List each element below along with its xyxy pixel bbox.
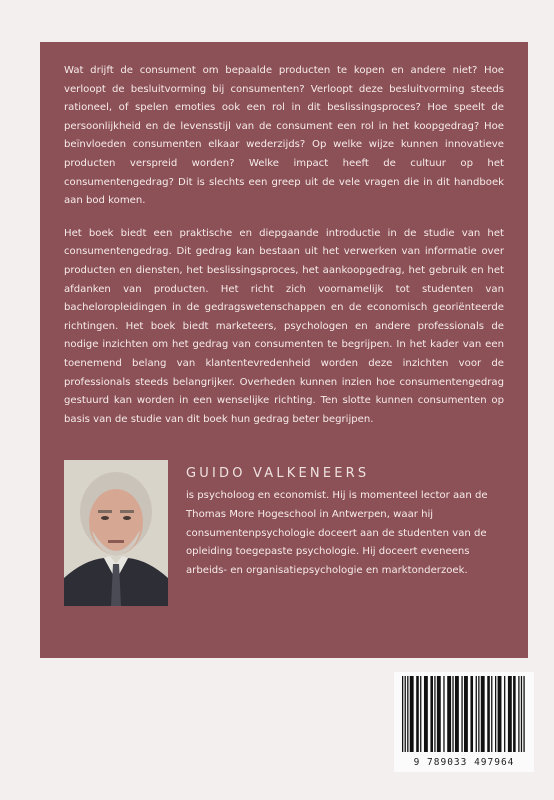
author-photo [64, 460, 168, 606]
barcode-bar [498, 676, 502, 752]
back-cover-panel [40, 42, 528, 658]
barcode-bar [513, 676, 516, 752]
intro-paragraph: Wat drijft de consument om bepaalde producten te kopen en andere niet? Hoe verloopt de besluitvorming bij consumenten? Verloopt deze besluitvorming steeds rationeel, of spelen emoties ook een rol in dit beslissingsproces? Hoe speelt de persoonlijkheid en de levensstijl van de consument een rol in het koopgedrag? Hoe beïnvloeden consumenten elkaar wederzijds? Op welke wijze kunnen innovatieve producten verspreid worden? Welke impact heeft de cultuur op het consumentengedrag? Dit is slechts een greep uit de vele vragen die in dit handboek aan bod komen. [64, 65, 504, 207]
barcode-bar [495, 676, 496, 752]
barcode-bar [476, 676, 477, 752]
barcode-bar [407, 676, 408, 752]
barcode-bar [478, 676, 479, 752]
barcode-bar [443, 676, 444, 752]
barcode-bar [405, 676, 406, 752]
barcode-bars [394, 672, 534, 756]
author-text [186, 466, 504, 581]
barcode-bar [504, 676, 505, 752]
barcode-bar [402, 676, 403, 752]
barcode-bar [420, 676, 421, 752]
barcode-bar [464, 676, 468, 752]
barcode-bar [461, 676, 462, 752]
barcode-bar [508, 676, 512, 752]
barcode-bar [416, 676, 419, 752]
barcode-bar [447, 676, 451, 752]
barcode-bar [470, 676, 473, 752]
description-paragraph: Het boek biedt een praktische en diepgaande introductie in de studie van het consumentengedrag. Dit gedrag kan bestaan uit het verwerken van informatie over producten en diensten, het beslissingsproces, het aankoopgedrag, het gebruik en het afdanken van producten. Het richt zich voornamelijk tot studenten van bacheloropleidingen in de gedragswetenschappen en de economisch georiënteerde richtingen. Het boek biedt marketeers, psychologen en andere professionals de nodige inzichten om het gedrag van consumenten te begrijpen. In het kader van een toenemend belang van klantentevredenheid worden deze inzichten voor de professionals steeds belangrijker. Overheden kunnen inzien hoe consumentengedrag gestuurd kan worden in een wenselijke richting. Ten slotte kunnen consumenten op basis van de studie van dit boek hun gedrag beter begrijpen. [64, 227, 504, 425]
author-bio: is psycholoog en economist. Hij is momenteel lector aan de Thomas More Hogeschool in Antwerpen, waar hij consumentenpsychologie doceert aan de studenten van de opleiding toegepaste psychologie. Hij doceert eveneens arbeids- en organisatiepsychologie en marktonderzoek. [186, 490, 488, 577]
barcode-number: 9 789033 497964 [413, 757, 515, 768]
barcode-bar [481, 676, 485, 752]
barcode-bar [455, 676, 459, 752]
barcode-bar [518, 676, 519, 752]
author-section [64, 460, 504, 610]
barcode-bar [523, 676, 524, 752]
author-name: GUIDO VALKENEERS [186, 466, 370, 481]
barcode-bar [410, 676, 414, 752]
barcode-bar [430, 676, 433, 752]
barcode-bar [434, 676, 435, 752]
barcode-bar [452, 676, 453, 752]
barcode-bar [487, 676, 490, 752]
isbn-barcode [394, 672, 534, 772]
barcode-bar [437, 676, 441, 752]
barcode-bar [491, 676, 492, 752]
barcode-bar [521, 676, 522, 752]
barcode-bar [424, 676, 428, 752]
